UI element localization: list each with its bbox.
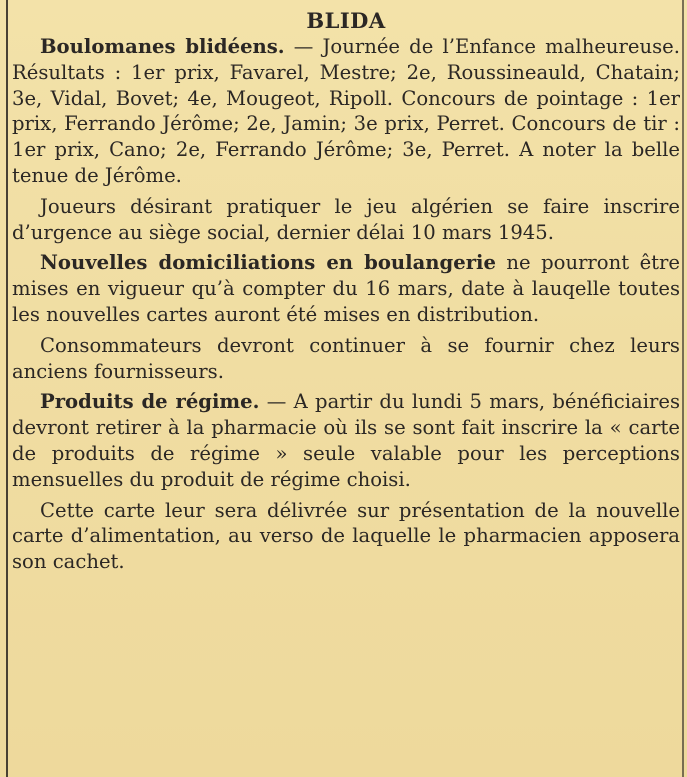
paragraph-boulomanes (12, 34, 680, 189)
paragraph-produits-regime (12, 389, 680, 492)
article-column (12, 0, 680, 580)
paragraph-text: ne pourront être mises en vigueur qu’à compter du 16 mars, date à lauqelle toutes les nouvelles cartes auront été mises en distribution. (12, 251, 680, 326)
paragraph-text: Joueurs désirant pratiquer le jeu algérien se faire inscrire d’urgence au siège social, dernier délai 10 mars 1945. (12, 194, 680, 244)
section-heading: BLIDA (306, 8, 386, 33)
paragraph-consommateurs (12, 333, 680, 385)
paragraph-text: — A partir du lundi 5 mars, bénéficiaires devront retirer à la pharmacie où ils se sont fait inscrire la « carte de produits de régime » seule valable pour les perceptions mensuelles du produit de régime choisi. (12, 390, 681, 491)
paragraph-text: Cette carte leur sera délivrée sur présentation de la nouvelle carte d’alimentation, au verso de laquelle le pharmacien apposera son cachet. (12, 498, 680, 574)
paragraph-lead: Produits de régime. (40, 390, 260, 414)
paragraph-text: — Journée de l’Enfance malheureuse. Résultats : 1er prix, Favarel, Mestre; 2e, Roussineauld, Chatain; 3e, Vidal, Bovet; 4e, Mougeot, Ripoll. Concours de pointage : 1er prix, Ferrando Jérôme; 2e, Jamin; 3e prix, Perret. Concours de tir : 1er prix, Cano; 2e, Ferrando Jérôme; 3e, Perret. A noter la belle tenue de Jérôme. (12, 35, 680, 187)
column-rule-left (6, 0, 8, 777)
paragraph-carte (12, 498, 680, 575)
paragraph-text: Consommateurs devront continuer à se fournir chez leurs anciens fournisseurs. (12, 333, 680, 383)
paragraph-lead: Boulomanes blidéens. (40, 35, 285, 58)
paragraph-joueurs (12, 194, 680, 246)
paragraph-boulangerie (12, 250, 680, 327)
column-rule-right (682, 0, 684, 777)
paragraph-lead: Nouvelles domiciliations en boulangerie (40, 251, 496, 275)
